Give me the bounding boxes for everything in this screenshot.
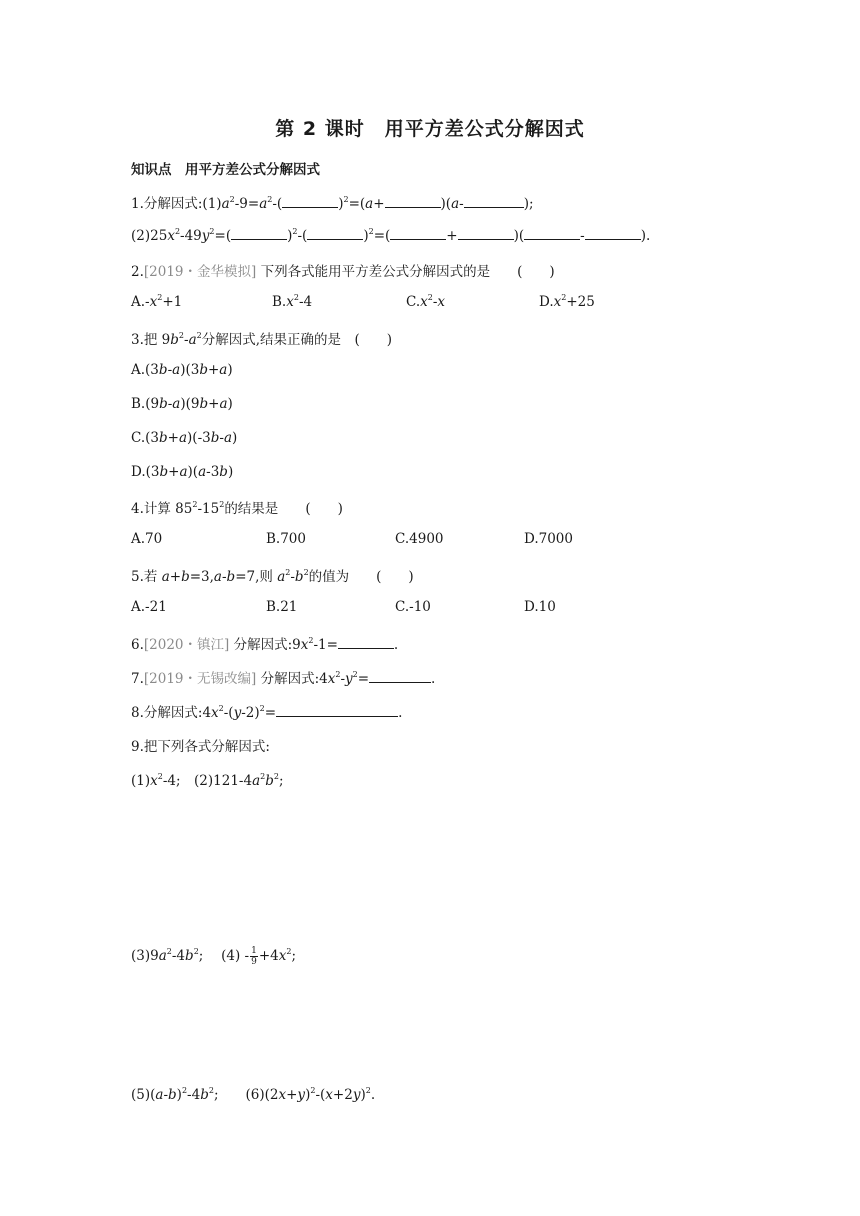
- answer-bracket[interactable]: ( ): [517, 264, 555, 280]
- option-c[interactable]: C.(3b+a)(-3b-a): [131, 430, 238, 446]
- page-title: 第 2 课时 用平方差公式分解因式: [275, 118, 585, 140]
- question-7: 7.[2019・无锡改编] 分解因式$:4x^2-y^2=$ .: [131, 670, 436, 687]
- question-1-part-2: $(2)25x^2-49y^2=$( )$^2$-( )$^2$=( + )( - ).: [131, 227, 651, 244]
- question-9-parts-1-2: $(1)x^2-4$; $(2)121-4a^2b^2$;: [131, 772, 284, 789]
- answer-blank[interactable]: [276, 703, 398, 717]
- option-b[interactable]: $B.x^2-4$: [272, 293, 313, 310]
- source-tag: [2020・镇江]: [143, 637, 230, 653]
- option-d[interactable]: D.(3b+a)(a-3b): [131, 464, 234, 480]
- option-a[interactable]: A.-21: [131, 599, 167, 615]
- section-heading: 知识点 用平方差公式分解因式: [131, 162, 320, 178]
- question-9-parts-5-6: $(5)(a-b)^2-4b^2$; $(6)(2x+y)^2-(x+2y)^2$.: [131, 1086, 376, 1103]
- source-tag: [2019・无锡改编]: [143, 671, 257, 687]
- answer-bracket[interactable]: ( ): [305, 501, 343, 517]
- answer-blank[interactable]: [385, 194, 441, 208]
- option-b[interactable]: B.(9b-a)(9b+a): [131, 396, 233, 412]
- answer-blank[interactable]: [338, 635, 394, 649]
- question-5: 5.若 a+b=3,a-b=7,则 $a^2-b^2$的值为 ( ): [131, 568, 414, 585]
- option-d[interactable]: D.7000: [524, 531, 573, 547]
- option-b[interactable]: B.21: [266, 599, 298, 615]
- question-1: 1.分解因式$:(1)a^2-9=a^2-$( )$^2$=(a+ )(a- );: [131, 195, 534, 212]
- answer-blank[interactable]: [524, 226, 580, 240]
- option-c[interactable]: C.-10: [395, 599, 431, 615]
- answer-blank[interactable]: [307, 226, 363, 240]
- question-4: 4.计算 $85^2-15^2$的结果是 ( ): [131, 500, 343, 517]
- option-a[interactable]: A.70: [131, 531, 163, 547]
- option-c[interactable]: $C.x^2-x$: [406, 293, 446, 310]
- option-a[interactable]: A.(3b-a)(3b+a): [131, 362, 233, 378]
- answer-blank[interactable]: [369, 669, 431, 683]
- answer-blank[interactable]: [585, 226, 641, 240]
- option-c[interactable]: C.4900: [395, 531, 444, 547]
- answer-blank[interactable]: [464, 194, 524, 208]
- answer-blank[interactable]: [282, 194, 338, 208]
- question-6: 6.[2020・镇江] 分解因式$:9x^2-1=$ .: [131, 636, 399, 653]
- answer-bracket[interactable]: ( ): [354, 332, 393, 348]
- question-2: 2.[2019・金华模拟] 下列各式能用平方差公式分解因式的是 ( ): [131, 264, 555, 280]
- question-9-parts-3-4: $(3)9a^2-4b^2$; (4) - $\frac{1}{9}$ $+4x^2$;: [131, 946, 297, 967]
- answer-blank[interactable]: [390, 226, 446, 240]
- option-b[interactable]: B.700: [266, 531, 306, 547]
- question-3: 3.把 $9b^2-a^2$分解因式,结果正确的是 ( ): [131, 331, 393, 348]
- fraction-one-ninth: $\frac{1}{9}$: [251, 946, 257, 967]
- question-8: 8.分解因式$:4x^2-(y-2)^2=$ .: [131, 704, 403, 721]
- source-tag: [2019・金华模拟]: [143, 264, 257, 280]
- answer-blank[interactable]: [458, 226, 514, 240]
- answer-bracket[interactable]: ( ): [376, 569, 414, 585]
- question-9: 9.把下列各式分解因式:: [131, 739, 270, 755]
- option-a[interactable]: $A.-x^2+1$: [131, 293, 183, 310]
- answer-blank[interactable]: [231, 226, 287, 240]
- option-d[interactable]: $D.x^2+25$: [539, 293, 595, 310]
- option-d[interactable]: D.10: [524, 599, 556, 615]
